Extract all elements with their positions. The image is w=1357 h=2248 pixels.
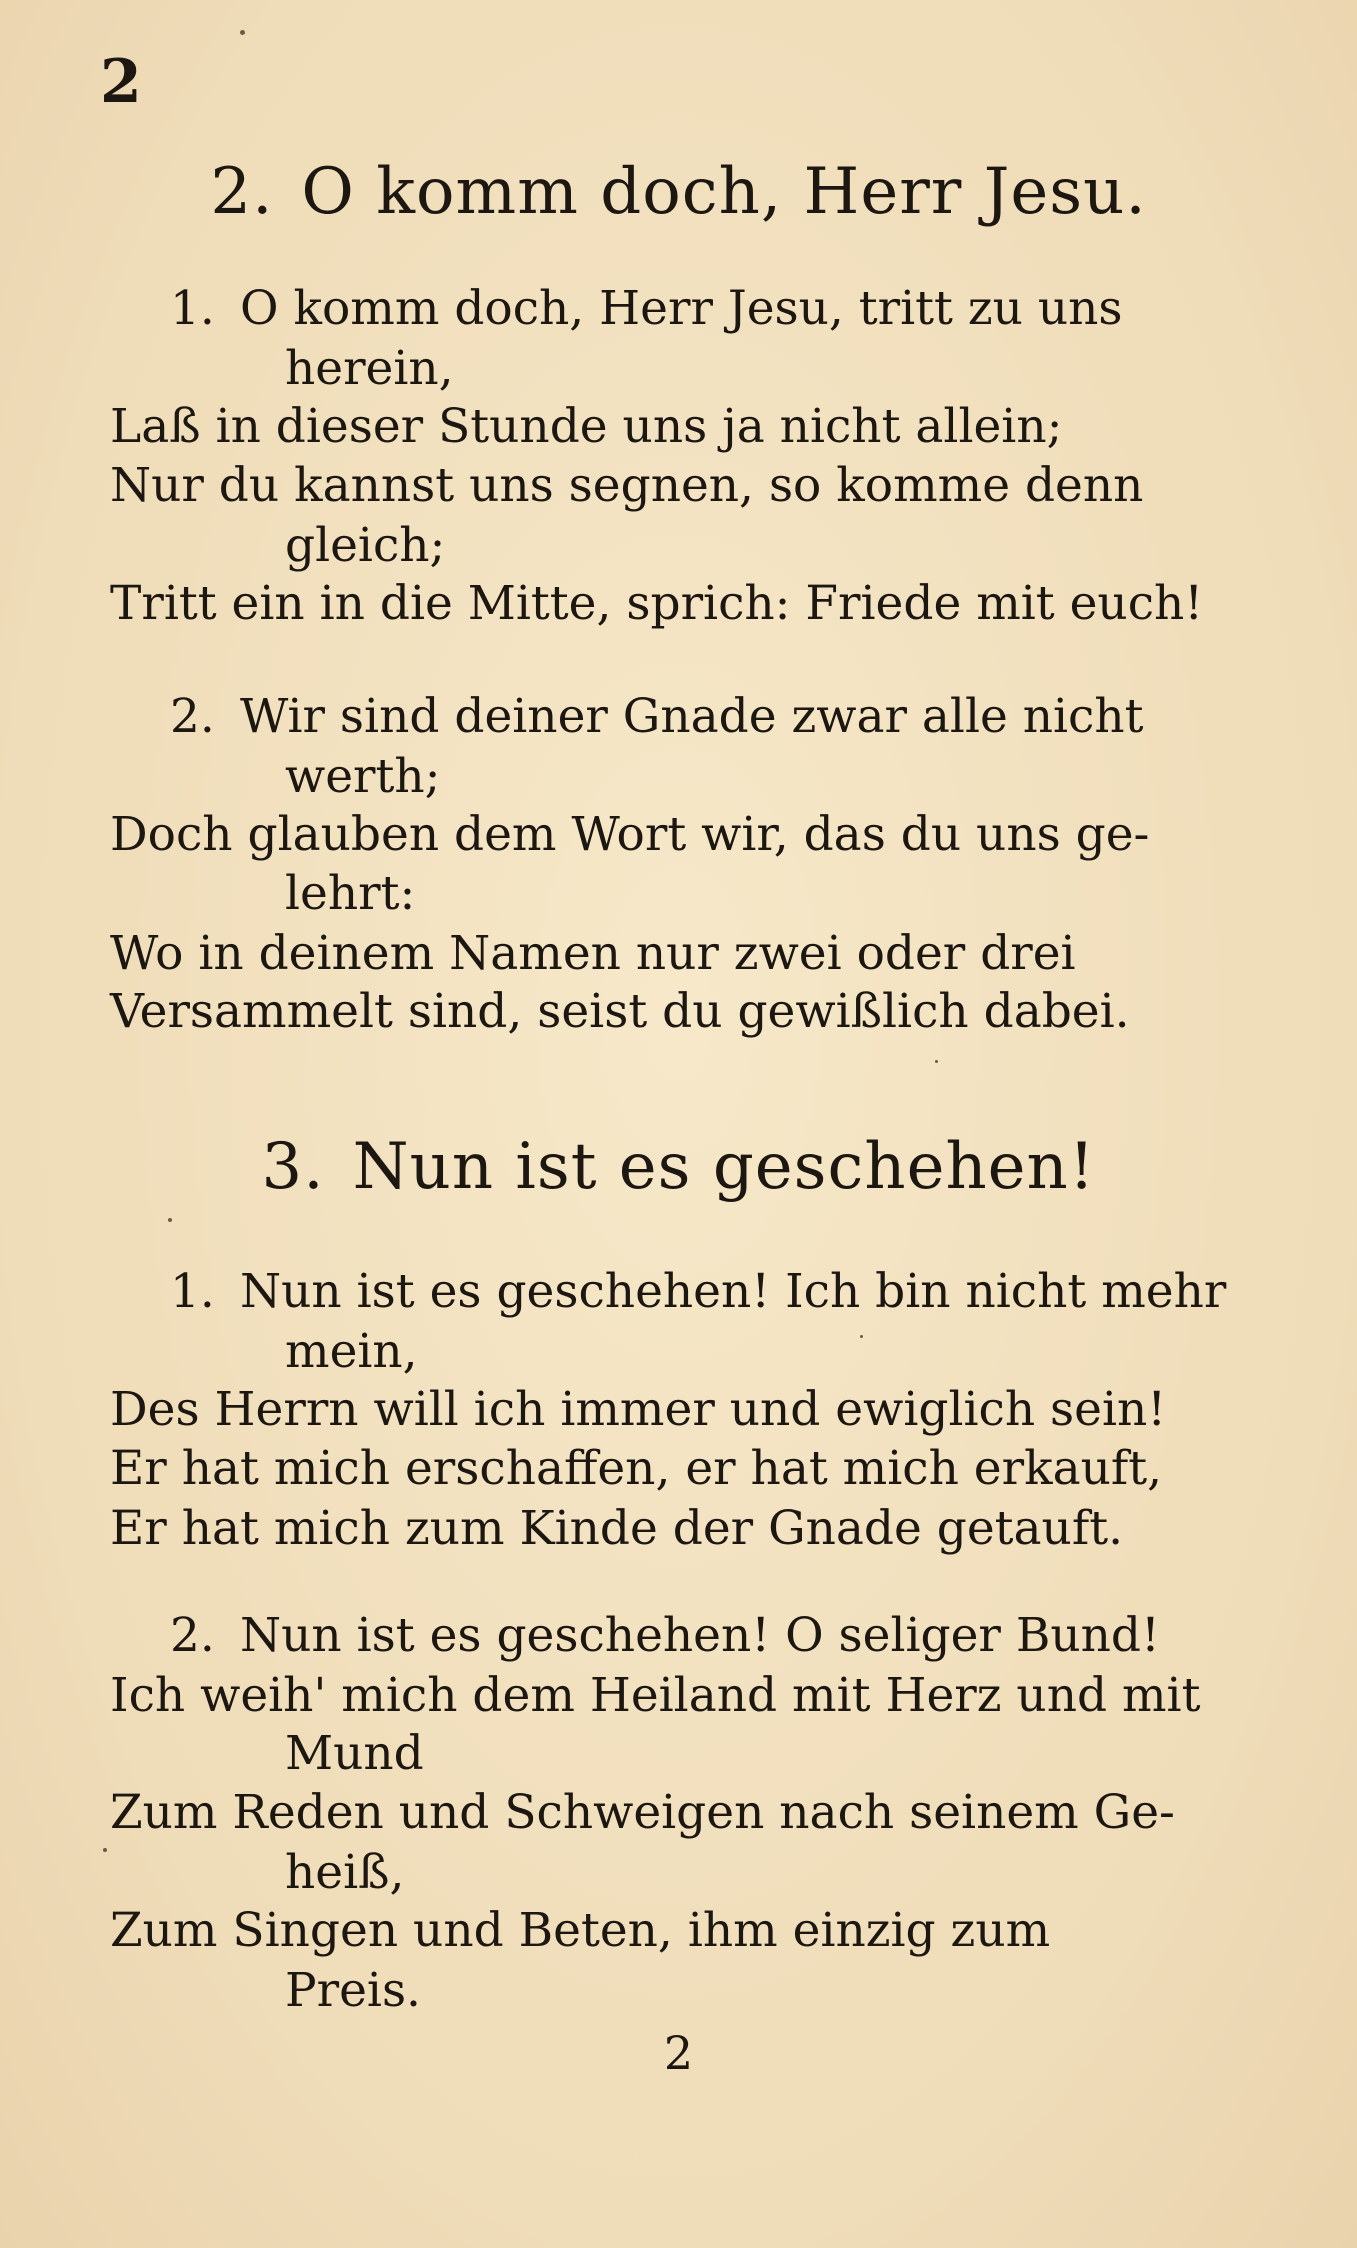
- verse-number: 2.: [170, 689, 215, 744]
- verse-line: Er hat mich erschaffen, er hat mich erkauft,: [110, 1441, 1163, 1496]
- verse-line: Des Herrn will ich immer und ewiglich sein!: [110, 1382, 1167, 1437]
- page-number-bottom: 2: [663, 2026, 694, 2080]
- verse-line: Wo in deinem Namen nur zwei oder drei: [110, 926, 1076, 981]
- verse-number: 1.: [170, 1264, 215, 1319]
- verse-line: Laß in dieser Stunde uns ja nicht allein;: [110, 399, 1063, 454]
- verse-line: 2. Nun ist es geschehen! O seliger Bund!: [170, 1608, 1160, 1663]
- verse-line: Ich weih' mich dem Heiland mit Herz und mit: [110, 1668, 1201, 1723]
- verse-line: Mund: [285, 1726, 424, 1781]
- hymn-title: [0, 155, 1357, 229]
- verse-line: 1. O komm doch, Herr Jesu, tritt zu uns: [170, 281, 1123, 336]
- hymn-title: [0, 1130, 1357, 1204]
- hymn-number: 2.: [210, 155, 274, 229]
- verse-line: Versammelt sind, seist du gewißlich dabei.: [110, 984, 1130, 1039]
- paper-speck: [168, 1218, 172, 1222]
- verse-line: Nur du kannst uns segnen, so komme denn: [110, 458, 1144, 513]
- paper-speck: [860, 1335, 863, 1338]
- verse-number: 2.: [170, 1608, 215, 1663]
- verse-line: heiß,: [285, 1845, 405, 1900]
- verse-line: 2. Wir sind deiner Gnade zwar alle nicht: [170, 689, 1144, 744]
- verse-line: werth;: [285, 749, 441, 804]
- verse-line: 1. Nun ist es geschehen! Ich bin nicht mehr: [170, 1264, 1227, 1319]
- verse-line: herein,: [285, 341, 454, 396]
- verse-line: Preis.: [285, 1963, 421, 2018]
- hymn-number: 3.: [261, 1130, 325, 1204]
- verse-number: 1.: [170, 281, 215, 336]
- verse-line: gleich;: [285, 518, 446, 573]
- verse-line: lehrt:: [285, 866, 416, 921]
- hymn-title-text: O komm doch, Herr Jesu.: [301, 155, 1147, 229]
- paper-speck: [103, 1848, 107, 1852]
- paper-speck: [240, 30, 245, 35]
- page-number-top: 2: [100, 47, 142, 117]
- verse-line: mein,: [285, 1324, 418, 1379]
- hymn-title-text: Nun ist es geschehen!: [352, 1130, 1096, 1204]
- verse-line: Tritt ein in die Mitte, sprich: Friede mit euch!: [110, 576, 1204, 631]
- verse-line: Zum Singen und Beten, ihm einzig zum: [110, 1903, 1051, 1958]
- verse-line: Zum Reden und Schweigen nach seinem Ge-: [110, 1785, 1175, 1840]
- paper-speck: [935, 1060, 938, 1063]
- verse-line: Er hat mich zum Kinde der Gnade getauft.: [110, 1501, 1124, 1556]
- verse-line: Doch glauben dem Wort wir, das du uns ge-: [110, 807, 1150, 862]
